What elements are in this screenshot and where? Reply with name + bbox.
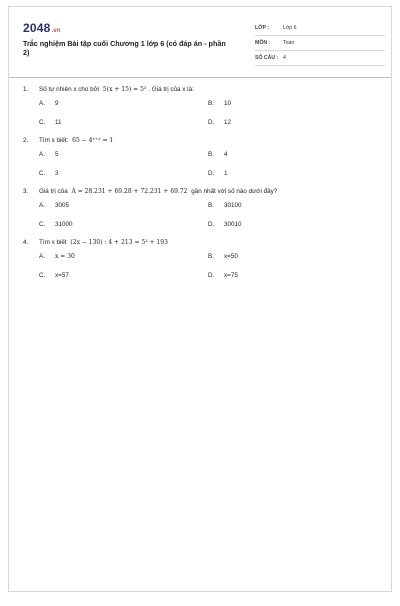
answer-option-c[interactable] — [39, 170, 208, 177]
option-value: 9 — [55, 100, 59, 107]
answer-option-c[interactable] — [39, 221, 208, 228]
option-value: 30010 — [224, 221, 242, 228]
option-label: B. — [208, 100, 214, 107]
option-value: 1 — [224, 170, 228, 177]
question-number: 3. — [23, 188, 29, 195]
answer-options — [39, 100, 377, 126]
question-stem — [23, 238, 377, 247]
question-math: (2x − 130) : 4 + 213 = 5² + 193 — [70, 239, 168, 246]
option-label: A. — [39, 202, 45, 209]
question-stem — [23, 187, 377, 196]
header-divider — [9, 77, 391, 78]
question-number: 4. — [23, 239, 29, 246]
question-text-before: Tìm x biết — [39, 239, 67, 246]
option-label: C. — [39, 272, 46, 279]
meta-key: SỐ CÂU : — [255, 55, 279, 61]
question-number: 1. — [23, 86, 29, 93]
question-list — [23, 85, 377, 289]
meta-row-count — [255, 51, 385, 66]
worksheet-meta — [255, 21, 385, 66]
answer-option-a[interactable] — [39, 253, 208, 260]
meta-key: LỚP : — [255, 25, 270, 31]
answer-options — [39, 151, 377, 177]
answer-options — [39, 202, 377, 228]
option-label: C. — [39, 119, 46, 126]
brand-logo-number: 2048 — [23, 21, 51, 35]
question-2 — [23, 136, 377, 177]
option-label: B. — [208, 253, 214, 260]
option-value: 3 — [55, 170, 59, 177]
meta-value: Lớp 6 — [283, 25, 297, 31]
worksheet-page — [8, 6, 392, 592]
answer-option-b[interactable] — [208, 253, 377, 260]
answer-option-d[interactable] — [208, 170, 377, 177]
answer-option-d[interactable] — [208, 119, 377, 126]
question-text — [39, 136, 377, 145]
answer-option-d[interactable] — [208, 221, 377, 228]
meta-value: Toán — [283, 40, 295, 46]
option-value: 30100 — [224, 202, 242, 209]
answer-option-b[interactable] — [208, 151, 377, 158]
question-math: A = 28.231 + 69.28 + 72.231 + 69.72 — [71, 188, 188, 195]
answer-option-a[interactable] — [39, 151, 208, 158]
option-label: C. — [39, 221, 46, 228]
question-text-before: Số tự nhiên x cho bởi — [39, 86, 100, 93]
option-label: A. — [39, 151, 45, 158]
option-label: D. — [208, 272, 215, 279]
question-text — [39, 187, 377, 196]
question-text — [39, 238, 377, 247]
option-value: 3005 — [55, 202, 70, 209]
option-value: 12 — [224, 119, 232, 126]
meta-row-grade — [255, 21, 385, 36]
meta-row-subject — [255, 36, 385, 51]
answer-option-d[interactable] — [208, 272, 377, 279]
brand-logo[interactable] — [23, 21, 61, 35]
answer-option-b[interactable] — [208, 202, 377, 209]
option-label: C. — [39, 170, 46, 177]
question-1 — [23, 85, 377, 126]
meta-key: MÔN : — [255, 40, 271, 46]
option-label: B. — [208, 151, 214, 158]
option-value: x = 30 — [55, 253, 75, 260]
answer-option-b[interactable] — [208, 100, 377, 107]
worksheet-title: Trắc nghiệm Bài tập cuối Chương 1 lớp 6 (có đáp án - phần 2) — [23, 39, 226, 57]
question-text — [39, 85, 377, 94]
option-value: 10 — [224, 100, 232, 107]
question-4 — [23, 238, 377, 279]
option-label: D. — [208, 119, 215, 126]
question-3 — [23, 187, 377, 228]
question-text-before: Tìm x biết: — [39, 137, 69, 144]
question-number: 2. — [23, 137, 29, 144]
question-math: 65 − 4ˣ⁺² = 1 — [72, 137, 114, 144]
option-label: B. — [208, 202, 214, 209]
option-value: x=57 — [55, 272, 69, 279]
option-label: D. — [208, 170, 215, 177]
option-value: 5 — [55, 151, 59, 158]
question-text-after: gần nhất với số nào dưới đây? — [191, 188, 278, 195]
answer-option-a[interactable] — [39, 100, 208, 107]
option-value: x=75 — [224, 272, 238, 279]
option-value: 31000 — [55, 221, 73, 228]
answer-option-c[interactable] — [39, 119, 208, 126]
question-text-before: Giá trị của — [39, 188, 68, 195]
answer-option-c[interactable] — [39, 272, 208, 279]
question-stem — [23, 136, 377, 145]
option-label: D. — [208, 221, 215, 228]
option-label: A. — [39, 100, 45, 107]
answer-options — [39, 253, 377, 279]
worksheet-header — [23, 17, 377, 73]
option-value: x=50 — [224, 253, 238, 260]
option-value: 4 — [224, 151, 228, 158]
question-text-after: . Giá trị của x là: — [148, 86, 194, 93]
option-value: 11 — [55, 119, 62, 126]
meta-value: 4 — [283, 55, 286, 61]
brand-logo-suffix: .vn — [51, 28, 61, 34]
question-stem — [23, 85, 377, 94]
option-label: A. — [39, 253, 45, 260]
answer-option-a[interactable] — [39, 202, 208, 209]
question-math: 5(x + 15) = 5³ — [102, 86, 147, 93]
